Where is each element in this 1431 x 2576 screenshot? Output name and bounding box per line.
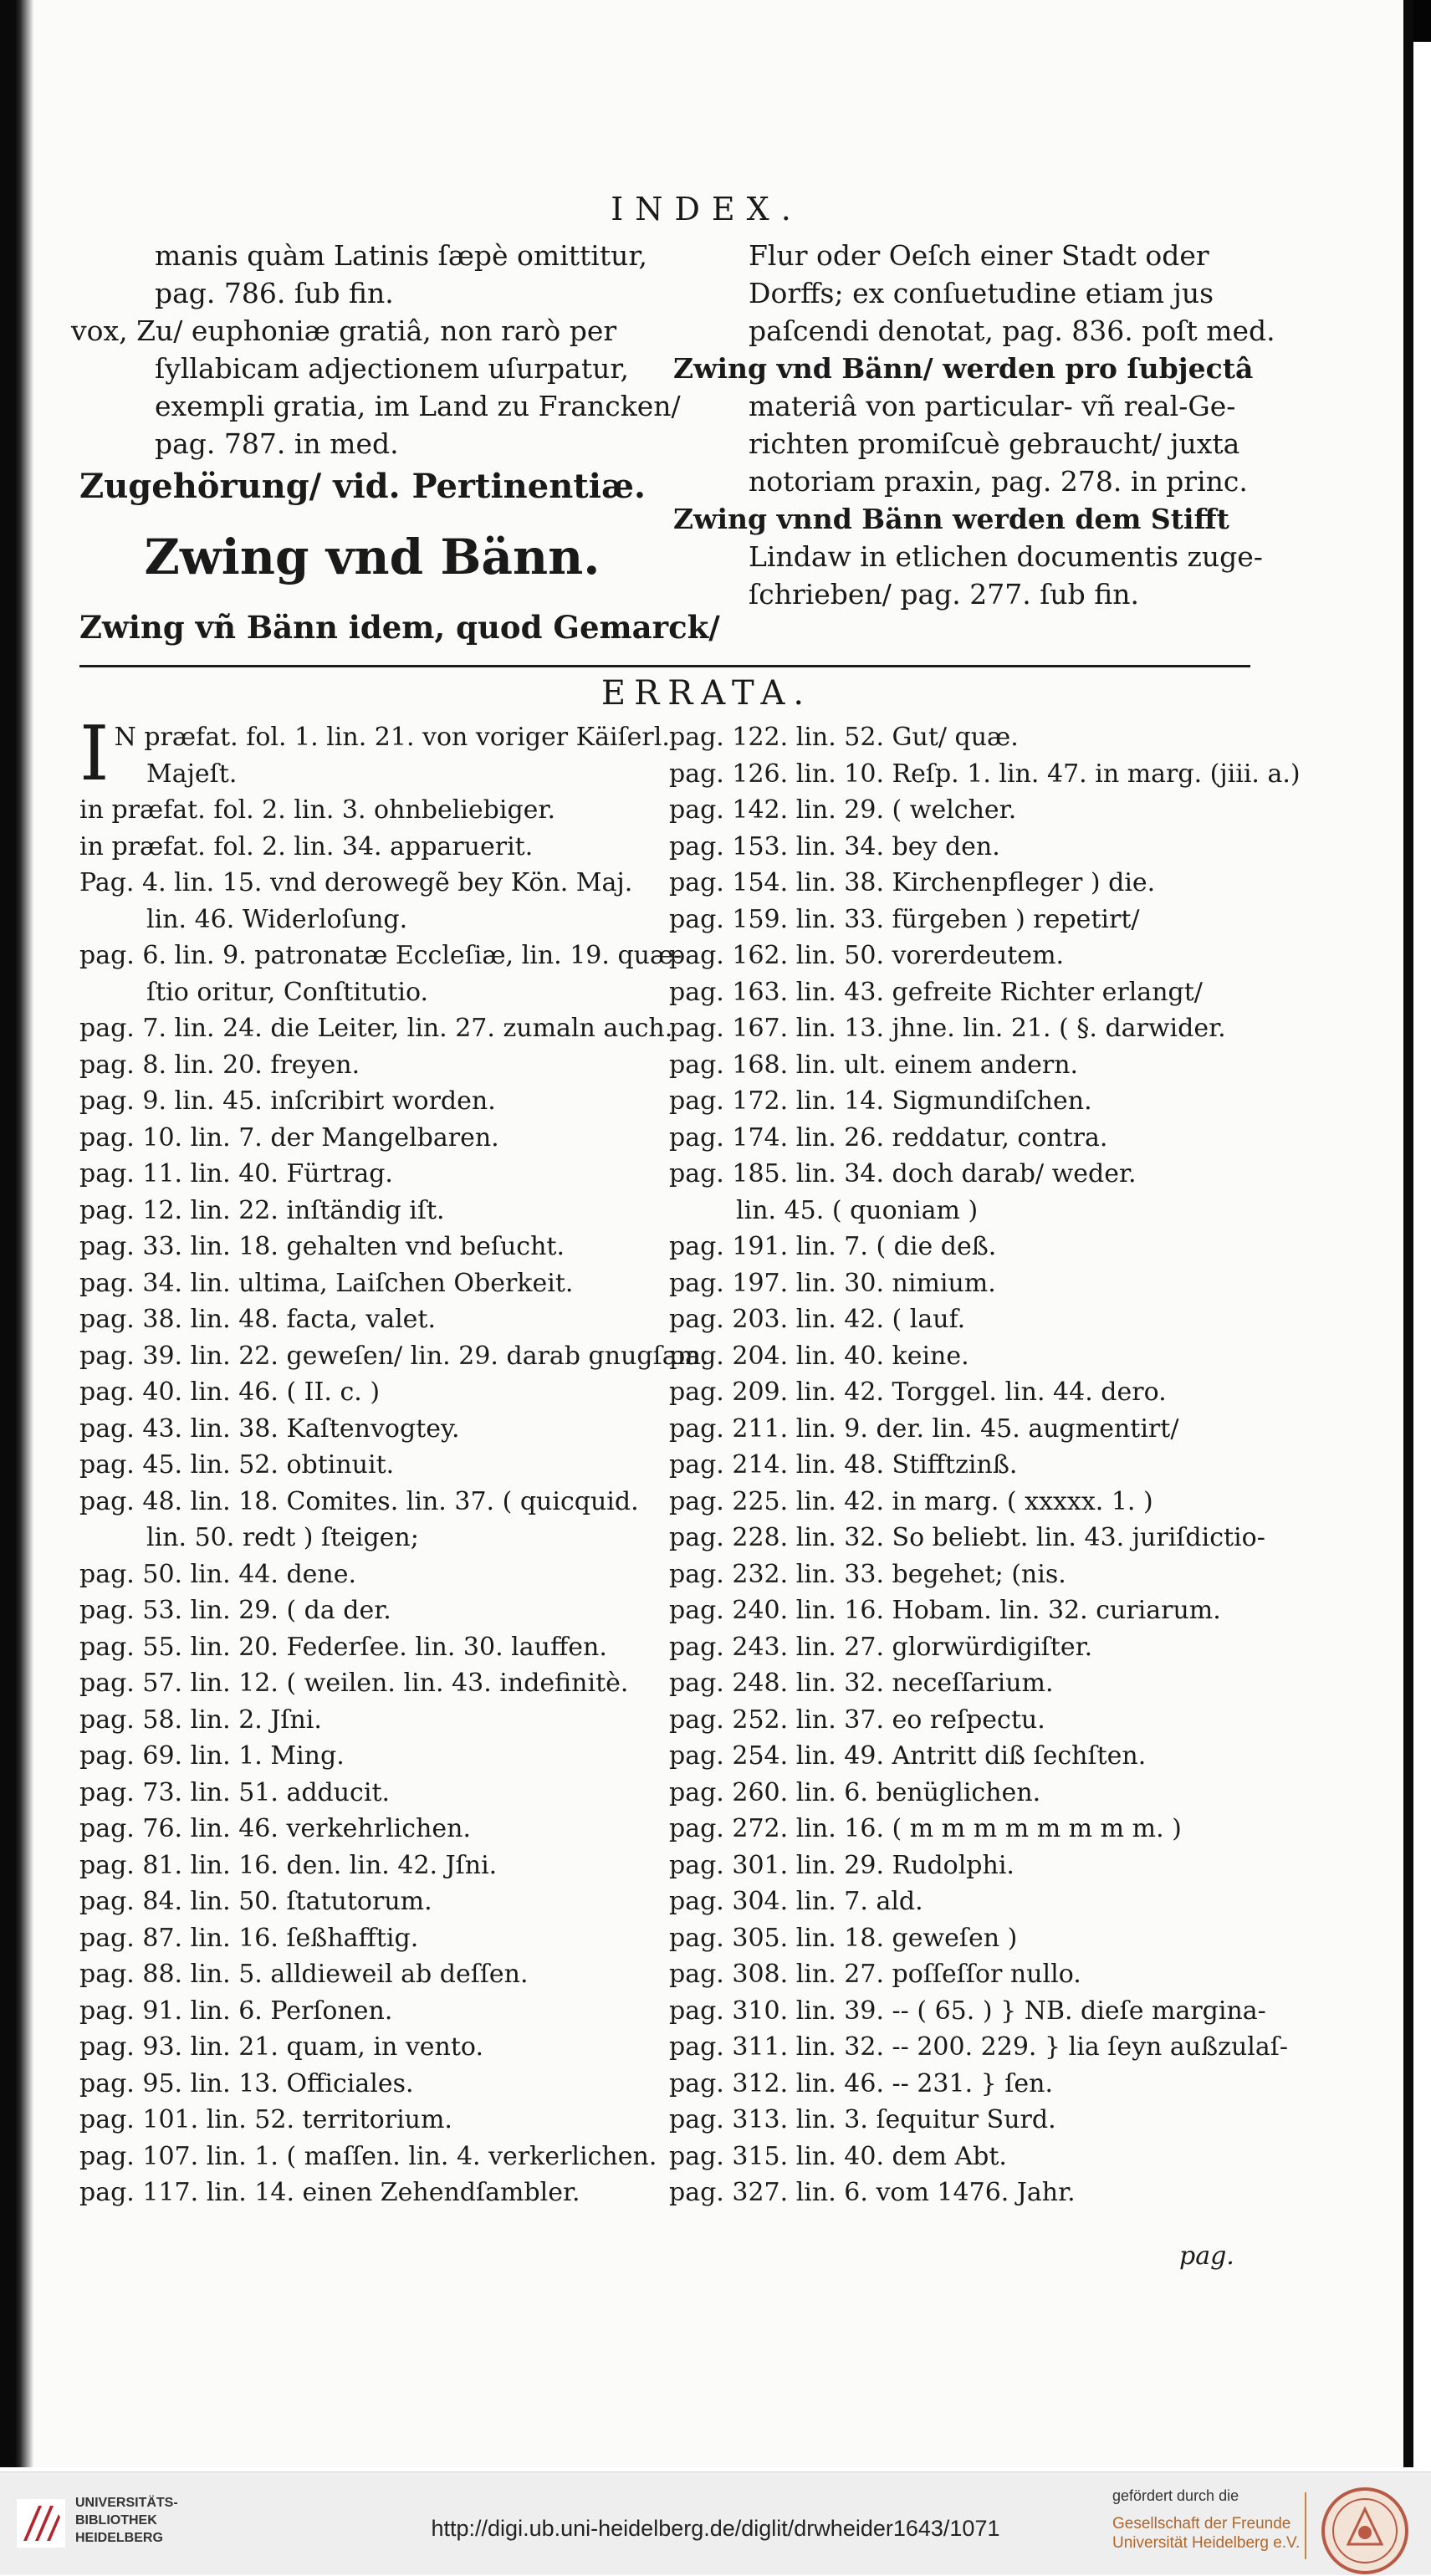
errata-line: Pag. 4. lin. 15. vnd derowegẽ bey Kön. Maj. [79, 868, 633, 897]
errata-line: pag. 243. lin. 27. glorwürdigiſter. [669, 1632, 1093, 1662]
index-line: materiâ von particular- vñ real-Ge- [749, 390, 1236, 422]
errata-line: pag. 50. lin. 44. dene. [79, 1559, 357, 1589]
index-line: pag. 786. ſub fin. [155, 277, 394, 309]
errata-line: pag. 69. lin. 1. Ming. [79, 1741, 345, 1771]
errata-line: pag. 272. lin. 16. ( m m m m m m m m. ) [669, 1814, 1182, 1843]
errata-line: pag. 10. lin. 7. der Mangelbaren. [79, 1122, 499, 1153]
errata-line: pag. 117. lin. 14. einen Zehendſambler. [79, 2178, 580, 2207]
sponsor-line: Universität Heidelberg e.V. [1112, 2534, 1301, 2552]
errata-line: pag. 209. lin. 42. Torggel. lin. 44. dero. [669, 1377, 1167, 1407]
errata-line: pag. 8. lin. 20. freyen. [79, 1050, 360, 1080]
index-line: vox, Zu/ euphoniæ gratiâ, non rarò per [71, 314, 617, 347]
sponsor-label: gefördert durch die [1112, 2487, 1239, 2504]
errata-line: pag. 91. lin. 6. Perſonen. [79, 1996, 393, 2026]
index-line: pag. 787. in med. [155, 427, 399, 460]
scan-edge-dark [1411, 0, 1431, 42]
errata-line: pag. 228. lin. 32. So beliebt. lin. 43. juriſdictio- [669, 1523, 1265, 1552]
errata-line: pag. 76. lin. 46. verkehrlichen. [79, 1814, 472, 1843]
library-name-line: BIBLIOTHEK [75, 2513, 157, 2527]
page-right-edge [1403, 0, 1413, 2467]
index-line: ſyllabicam adjectionem uſurpatur, [155, 352, 629, 385]
index-line: Lindaw in etlichen documentis zuge- [749, 540, 1263, 573]
library-name-line: UNIVERSITÄTS- [75, 2496, 178, 2510]
errata-left-column [79, 710, 709, 2211]
errata-line: pag. 313. lin. 3. ſequitur Surd. [669, 2105, 1056, 2134]
errata-line: pag. 57. lin. 12. ( weilen. lin. 43. indefinitè. [79, 1669, 629, 1698]
index-entry-heading: Zwing vnd Bänn/ werden pro ſubjectâ [673, 352, 1254, 385]
errata-line: pag. 33. lin. 18. gehalten vnd beſucht. [79, 1232, 565, 1261]
index-entry-heading: Zugehörung/ vid. Pertinentiæ. [79, 467, 646, 506]
index-entry-heading: Zwing vnnd Bänn werden dem Stifft [673, 503, 1229, 535]
errata-line: pag. 311. lin. 32. -- 200. 229. } lia ſeyn außzulaſ- [669, 2032, 1288, 2062]
index-line: exempli gratia, im Land zu Francken/ [155, 390, 681, 422]
section-heading: Zwing vnd Bänn. [144, 529, 601, 585]
running-head: INDEX. [611, 191, 803, 227]
errata-line: pag. 87. lin. 16. ſeßhafftig. [79, 1923, 419, 1953]
sponsor-link[interactable] [1112, 2514, 1300, 2553]
errata-line: pag. 248. lin. 32. neceſſarium. [669, 1669, 1054, 1698]
index-entry-heading: Zwing vñ Bänn idem, quod Gemarck/ [79, 609, 720, 646]
errata-line: in præfat. fol. 2. lin. 34. apparuerit. [79, 831, 534, 861]
index-line: richten promiſcuè gebraucht/ juxta [749, 427, 1240, 460]
errata-line: pag. 45. lin. 52. obtinuit. [79, 1450, 395, 1480]
index-line: manis quàm Latinis ſæpè omittitur, [155, 239, 647, 272]
errata-line: pag. 12. lin. 22. inſtändig iſt. [79, 1195, 445, 1225]
errata-line: pag. 153. lin. 34. bey den. [669, 831, 1000, 861]
drop-cap: I [79, 710, 110, 798]
errata-line: pag. 142. lin. 29. ( welcher. [669, 795, 1017, 825]
errata-line: N præfat. fol. 1. lin. 21. von voriger Käiſerl. [114, 723, 670, 752]
errata-line: pag. 95. lin. 13. Officiales. [79, 2068, 414, 2098]
index-line: notoriam praxin, pag. 278. in princ. [749, 465, 1248, 498]
errata-line: pag. 254. lin. 49. Antritt diß ſechſten. [669, 1741, 1147, 1771]
errata-line: pag. 58. lin. 2. Jſni. [79, 1705, 322, 1735]
errata-line: pag. 7. lin. 24. die Leiter, lin. 27. zumaln auch. [79, 1014, 673, 1043]
errata-line: pag. 174. lin. 26. reddatur, contra. [669, 1122, 1108, 1153]
errata-line: pag. 197. lin. 30. nimium. [669, 1268, 996, 1298]
index-line: Dorffs; ex conſuetudine etiam jus [749, 277, 1214, 309]
errata-line: pag. 327. lin. 6. vom 1476. Jahr. [669, 2178, 1076, 2207]
index-line: ſchrieben/ pag. 277. ſub fin. [749, 578, 1140, 611]
university-seal-icon [1320, 2486, 1410, 2576]
errata-line: pag. 40. lin. 46. ( II. c. ) [79, 1377, 381, 1407]
errata-line: pag. 225. lin. 42. in marg. ( xxxxx. 1. ) [669, 1486, 1153, 1516]
errata-line: pag. 48. lin. 18. Comites. lin. 37. ( quicquid. [79, 1486, 639, 1516]
errata-line: ſtio oritur, Conſtitutio. [146, 977, 429, 1007]
errata-line: Majeſt. [146, 759, 238, 789]
footer-divider [1305, 2492, 1306, 2559]
errata-line: pag. 304. lin. 7. ald. [669, 1887, 923, 1916]
errata-line: pag. 167. lin. 13. jhne. lin. 21. ( §. darwider. [669, 1014, 1226, 1043]
errata-line: pag. 73. lin. 51. adducit. [79, 1777, 391, 1807]
errata-line: in præfat. fol. 2. lin. 3. ohnbeliebiger. [79, 795, 555, 825]
errata-line: pag. 168. lin. ult. einem andern. [669, 1050, 1079, 1080]
errata-heading: ERRATA. [601, 674, 813, 713]
errata-line: pag. 185. lin. 34. doch darab/ weder. [669, 1159, 1137, 1188]
errata-line: pag. 81. lin. 16. den. lin. 42. Jſni. [79, 1850, 498, 1880]
errata-line: pag. 93. lin. 21. quam, in vento. [79, 2032, 483, 2062]
errata-right-column [669, 719, 1301, 2211]
errata-line: pag. 154. lin. 38. Kirchenpfleger ) die. [669, 868, 1156, 897]
errata-line: pag. 310. lin. 39. -- ( 65. ) } NB. dieſe margina- [669, 1996, 1266, 2026]
errata-line: pag. 240. lin. 16. Hobam. lin. 32. curiarum. [669, 1596, 1221, 1625]
index-line: Flur oder Oeſch einer Stadt oder [749, 239, 1209, 272]
errata-line: pag. 43. lin. 38. Kaſtenvogtey. [79, 1413, 460, 1444]
errata-line: pag. 39. lin. 22. geweſen/ lin. 29. darab gnugſam. [79, 1341, 709, 1371]
errata-line: lin. 45. ( quoniam ) [736, 1195, 979, 1225]
errata-line: lin. 50. redt ) ſteigen; [146, 1523, 419, 1552]
errata-line: pag. 191. lin. 7. ( die deß. [669, 1232, 997, 1261]
library-name-line: HEIDELBERG [75, 2531, 163, 2545]
errata-line: pag. 159. lin. 33. fürgeben ) repetirt/ [669, 904, 1140, 934]
sponsor-line: Gesellschaft der Freunde [1112, 2515, 1291, 2533]
errata-line: pag. 204. lin. 40. keine. [669, 1341, 969, 1371]
section-divider [79, 665, 1250, 667]
errata-line: pag. 162. lin. 50. vorerdeutem. [669, 941, 1065, 970]
errata-line: pag. 172. lin. 14. Sigmundiſchen. [669, 1086, 1092, 1116]
errata-line: pag. 34. lin. ultima, Laiſchen Oberkeit. [79, 1268, 574, 1298]
errata-line: pag. 55. lin. 20. Federſee. lin. 30. lauffen. [79, 1632, 607, 1662]
index-right-column [673, 237, 1275, 613]
errata-line: pag. 9. lin. 45. inſcribirt worden. [79, 1086, 496, 1116]
errata-line: pag. 260. lin. 6. benüglichen. [669, 1777, 1041, 1807]
index-line: paſcendi denotat, pag. 836. poſt med. [749, 314, 1275, 347]
errata-line: pag. 308. lin. 27. poſſeſſor nullo. [669, 1960, 1081, 1989]
errata-line: pag. 301. lin. 29. Rudolphi. [669, 1850, 1014, 1880]
errata-line: pag. 6. lin. 9. patronatæ Eccleſiæ, lin. 19. quæ- [79, 941, 682, 970]
errata-line: pag. 203. lin. 42. ( lauf. [669, 1305, 966, 1334]
errata-line: pag. 101. lin. 52. territorium. [79, 2105, 452, 2134]
page-binding-edge [0, 0, 33, 2467]
errata-line: pag. 88. lin. 5. alldieweil ab deſſen. [79, 1960, 529, 1989]
errata-line: pag. 315. lin. 40. dem Abt. [669, 2141, 1007, 2171]
errata-line: pag. 11. lin. 40. Fürtrag. [79, 1159, 393, 1188]
index-left-column [71, 237, 720, 652]
errata-line: pag. 122. lin. 52. Gut/ quæ. [669, 723, 1019, 752]
errata-line: pag. 163. lin. 43. gefreite Richter erlangt/ [669, 977, 1203, 1007]
errata-line: pag. 126. lin. 10. Reſp. 1. lin. 47. in marg. (jiii. a.) [669, 759, 1301, 789]
errata-line: pag. 38. lin. 48. facta, valet. [79, 1305, 437, 1334]
errata-line: lin. 46. Widerloſung. [146, 904, 408, 934]
catchword: pag. [1179, 2241, 1234, 2271]
errata-line: pag. 211. lin. 9. der. lin. 45. augmentirt/ [669, 1413, 1179, 1444]
errata-line: pag. 305. lin. 18. geweſen ) [669, 1923, 1018, 1953]
errata-line: pag. 252. lin. 37. eo reſpectu. [669, 1705, 1045, 1735]
page-url-link[interactable]: http://digi.ub.uni-heidelberg.de/diglit/drwheider1643/1071 [431, 2516, 1000, 2541]
errata-line: pag. 232. lin. 33. begehet; (nis. [669, 1559, 1066, 1589]
errata-line: pag. 214. lin. 48. Stifftzinß. [669, 1450, 1018, 1480]
errata-line: pag. 107. lin. 1. ( maſſen. lin. 4. verkerlichen. [79, 2141, 657, 2171]
errata-line: pag. 84. lin. 50. ſtatutorum. [79, 1887, 432, 1916]
errata-line: pag. 312. lin. 46. -- 231. } ſen. [669, 2068, 1054, 2098]
errata-line: pag. 53. lin. 29. ( da der. [79, 1596, 391, 1625]
